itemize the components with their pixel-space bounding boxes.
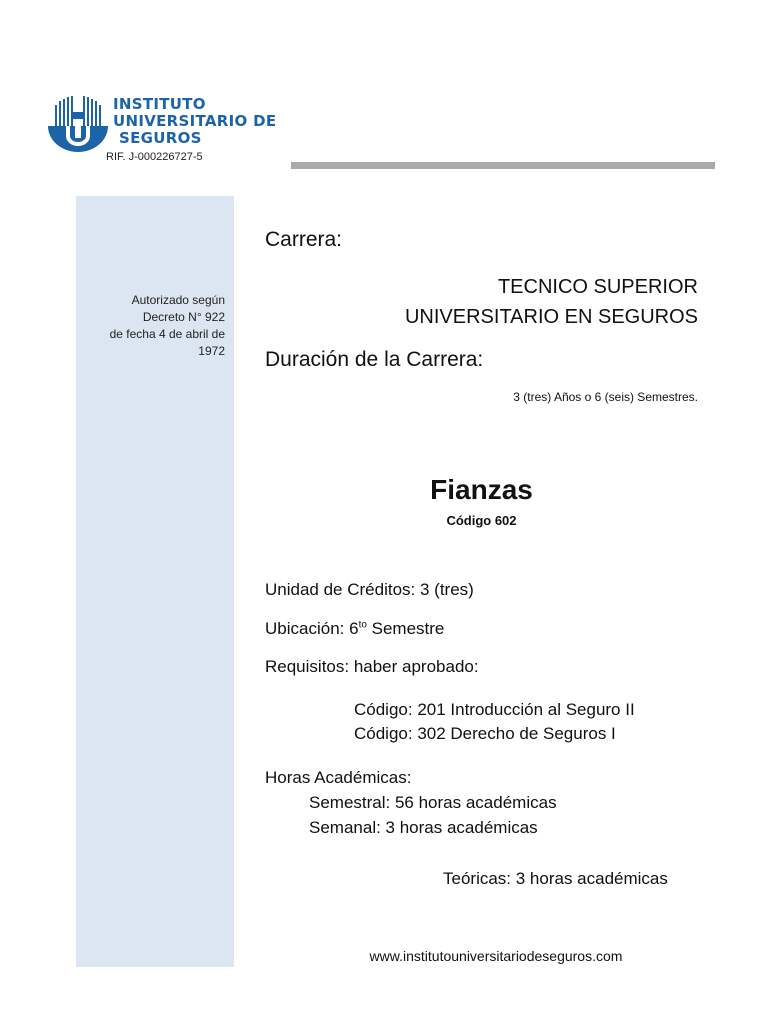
semester-hours: Semestral: 56 horas académicas: [309, 793, 557, 812]
logo-line-2: UNIVERSITARIO DE: [113, 112, 277, 130]
logo-line-3: SEGUROS: [119, 129, 202, 147]
career-name: [405, 272, 698, 332]
institute-name: [113, 96, 276, 147]
header-divider: [291, 162, 715, 169]
duration-label: Duración de la Carrera:: [265, 348, 484, 371]
location-prefix: Ubicación: 6: [265, 619, 359, 638]
course-code: Código 602: [446, 513, 517, 528]
website-link[interactable]: www.institutouniversitariodeseguros.com: [369, 948, 623, 964]
weekly-hours: Semanal: 3 horas académicas: [309, 818, 538, 837]
institute-emblem-icon: [47, 96, 109, 152]
credits-line: Unidad de Créditos: 3 (tres): [265, 580, 474, 599]
theory-hours: Teóricas: 3 horas académicas: [443, 869, 668, 888]
duration-value: 3 (tres) Años o 6 (seis) Semestres.: [513, 390, 698, 404]
logo-line-1: INSTITUTO: [113, 95, 206, 113]
career-name-line-2: UNIVERSITARIO EN SEGUROS: [404, 306, 698, 328]
authorization-line: de fecha 4 de abril de: [109, 327, 225, 341]
authorization-note: [85, 292, 225, 360]
career-name-line-1: TECNICO SUPERIOR: [497, 276, 698, 298]
institute-logo: [47, 96, 287, 154]
career-label: Carrera:: [265, 228, 343, 251]
requirements-label: Requisitos: haber aprobado:: [265, 657, 479, 676]
authorization-line: 1972: [198, 344, 225, 358]
course-title: Fianzas: [430, 474, 533, 505]
sidebar-panel: [76, 196, 234, 967]
requirement-item: Código: 302 Derecho de Seguros I: [354, 724, 616, 743]
location-line: [265, 619, 444, 639]
hours-label: Horas Académicas:: [265, 768, 412, 787]
location-suffix: Semestre: [366, 619, 445, 638]
requirement-item: Código: 201 Introducción al Seguro II: [354, 700, 635, 719]
location-superscript: to: [358, 619, 367, 631]
rif-number: RIF. J-000226727-5: [106, 151, 203, 163]
authorization-line: Autorizado según: [131, 293, 225, 307]
authorization-line: Decreto N° 922: [142, 310, 225, 324]
